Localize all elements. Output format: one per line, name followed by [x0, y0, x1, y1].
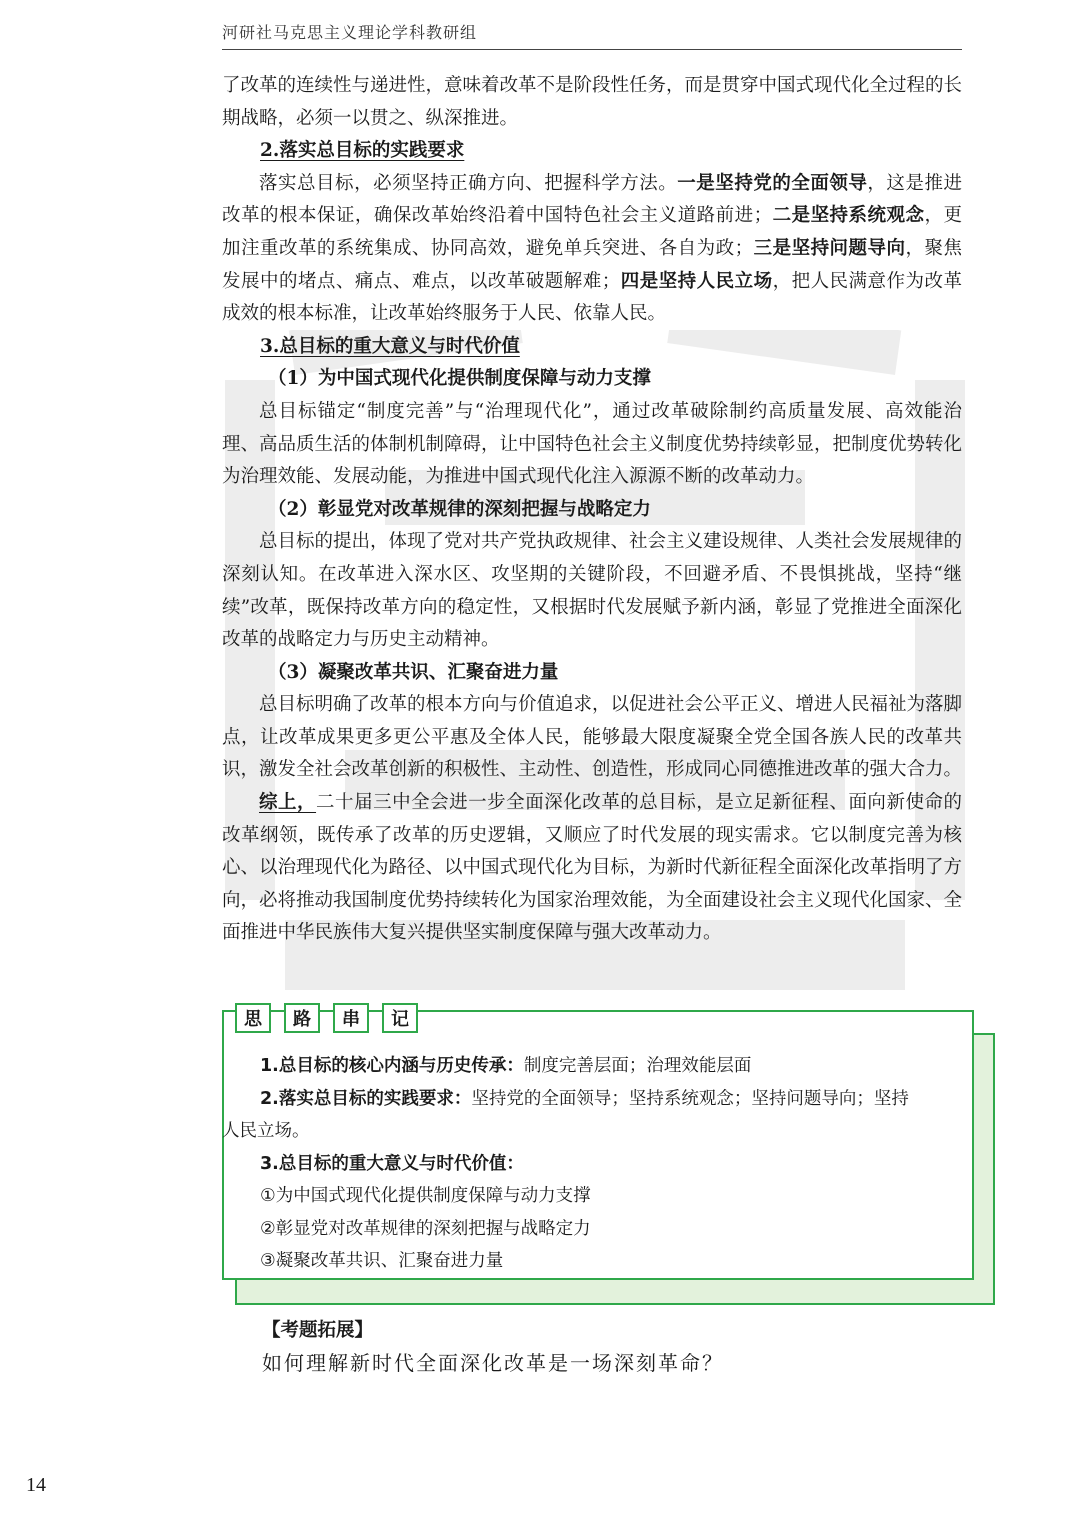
tag-lu: 路	[284, 1003, 320, 1033]
subparagraph-3: 总目标明确了改革的根本方向与价值追求，以促进社会公平正义、增进人民福祉为落脚点，让改革成果更多更公平惠及全体人民，能够最大限度凝聚全党全国各族人民的改革共识，激发全社会改革创新的积极性、主动性、创造性，形成同心同德推进改革的强大合力。	[222, 694, 963, 781]
subparagraph-2: 总目标的提出，体现了党对共产党执政规律、社会主义建设规律、人类社会发展规律的深刻认知。在改革进入深水区、攻坚期的关键阶段，不回避矛盾、不畏惧挑战，坚持“继续”改革，既保持改革方向的稳定性，又根据时代发展赋予新内涵，彰显了党推进全面深化改革的战略定力与历史主动精神。	[222, 531, 963, 651]
page-number: 14	[26, 1474, 46, 1496]
box-line-2-cont: 人民立场。	[222, 1121, 310, 1141]
tag-ji: 记	[382, 1003, 418, 1033]
box-line-2: 2.落实总目标的实践要求：坚持党的全面领导；坚持系统观念；坚持问题导向；坚持	[260, 1088, 909, 1109]
box-item-3: ③凝聚改革共识、汇聚奋进力量	[260, 1251, 504, 1271]
tag-si: 思	[235, 1003, 271, 1033]
page-header: 河研社马克思主义理论学科教研组	[222, 20, 962, 50]
section-2-paragraph: 落实总目标，必须坚持正确方向、把握科学方法。一是坚持党的全面领导，这是推进改革的根本保证，确保改革始终沿着中国特色社会主义道路前进；二是坚持系统观念，更加注重改革的系统集成、协同高效，避免单兵突进、各自为政；三是坚持问题导向，聚焦发展中的堵点、痛点、难点，以改革破题解难；四是坚持人民立场，把人民满意作为改革成效的根本标准，让改革始终服务于人民、依靠人民。	[222, 172, 962, 325]
exam-question: 如何理解新时代全面深化改革是一场深刻革命？	[262, 1351, 724, 1375]
subheading-3: （3）凝聚改革共识、汇聚奋进力量	[268, 661, 559, 683]
exam-extension-title: 【考题拓展】	[262, 1320, 374, 1341]
section-3-title: 3.总目标的重大意义与时代价值	[260, 335, 520, 357]
box-item-2: ②彰显党对改革规律的深刻把握与战略定力	[260, 1218, 591, 1239]
paragraph-continuation: 了改革的连续性与递进性，意味着改革不是阶段性任务，而是贯穿中国式现代化全过程的长期战略，必须一以贯之、纵深推进。	[222, 75, 963, 129]
subheading-2: （2）彰显党对改革规律的深刻把握与战略定力	[268, 498, 651, 520]
box-item-1: ①为中国式现代化提供制度保障与动力支撑	[260, 1186, 591, 1206]
summary-box-tags	[235, 1003, 418, 1033]
main-content	[222, 70, 962, 950]
box-line-1: 1.总目标的核心内涵与历史传承：制度完善层面；治理效能层面	[260, 1056, 752, 1076]
summary-paragraph: 综上，二十届三中全会进一步全面深化改革的总目标，是立足新征程、面向新使命的改革纲领，既传承了改革的历史逻辑，又顺应了时代发展的现实需求。它以制度完善为核心、以治理现代化为路径、以中国式现代化为目标，为新时代新征程全面深化改革指明了方向，必将推动我国制度优势持续转化为国家治理效能，为全面建设社会主义现代化国家、全面推进中华民族伟大复兴提供坚实制度保障与强大改革动力。	[222, 792, 963, 944]
summary-box-body	[222, 1050, 964, 1278]
subheading-1: （1）为中国式现代化提供制度保障与动力支撑	[268, 368, 651, 390]
section-2-title: 2.落实总目标的实践要求	[260, 140, 465, 162]
subparagraph-1: 总目标锚定“制度完善”与“治理现代化”，通过改革破除制约高质量发展、高效能治理、高品质生活的体制机制障碍，让中国特色社会主义制度优势持续彰显，把制度优势转化为治理效能、发展动能，为推进中国式现代化注入源源不断的改革动力。	[222, 400, 963, 488]
tag-chuan: 串	[333, 1003, 369, 1033]
box-line-3: 3.总目标的重大意义与时代价值：	[260, 1153, 524, 1174]
